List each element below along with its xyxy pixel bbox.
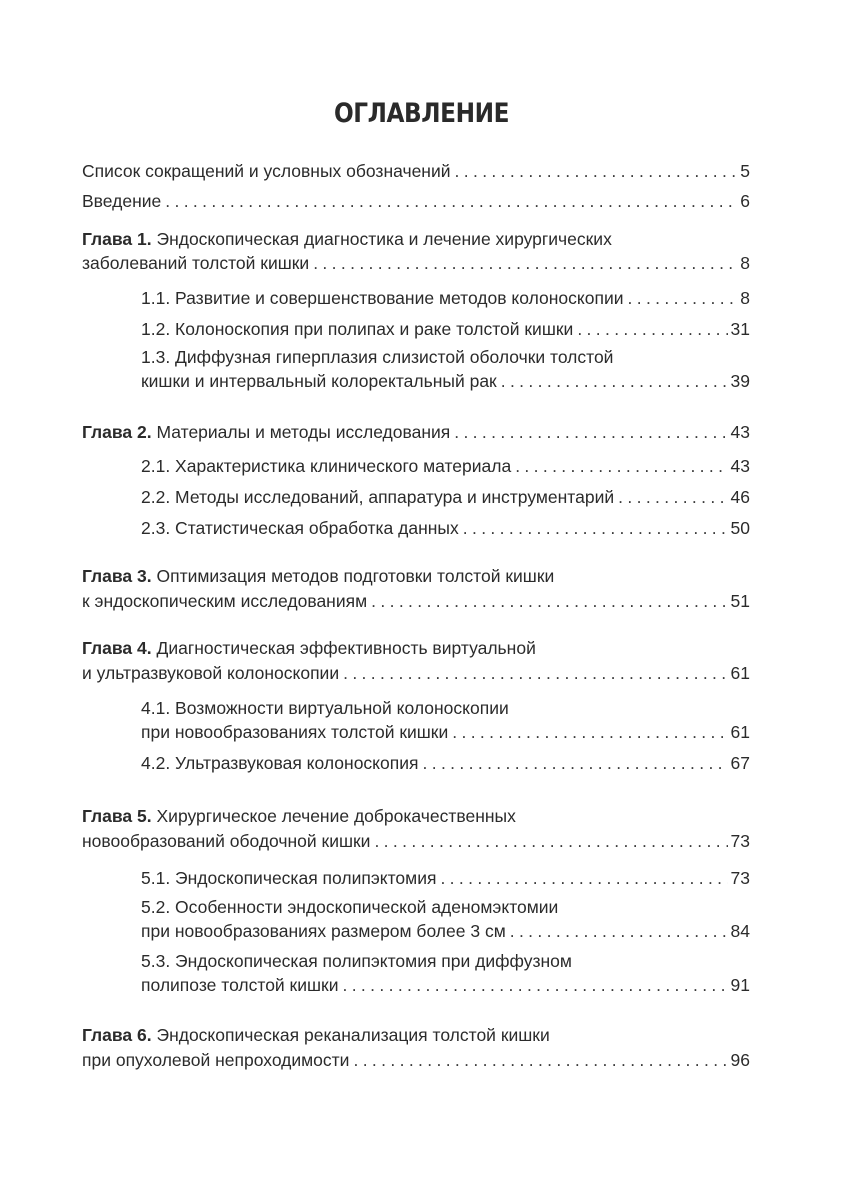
toc-section-5-3[interactable]	[141, 974, 750, 996]
dot-leader	[367, 590, 727, 612]
toc-section-2-2[interactable]	[141, 486, 750, 508]
dot-leader	[573, 318, 727, 340]
toc-chapter-5-heading[interactable]	[82, 805, 750, 827]
toc-section-5-2[interactable]	[141, 920, 750, 942]
toc-entry-text: новообразований ободочной кишки	[82, 831, 371, 851]
toc-entry-introduction[interactable]	[82, 190, 750, 212]
toc-section-1-2[interactable]	[141, 318, 750, 340]
toc-section-2-1[interactable]	[141, 455, 750, 477]
dot-leader	[338, 974, 727, 996]
toc-section-1-3-heading[interactable]	[141, 346, 750, 368]
toc-chapter-3-heading[interactable]	[82, 565, 750, 587]
toc-entry-text: 2.1. Характеристика клинического материала	[141, 456, 512, 476]
toc-page-number: 39	[728, 370, 750, 392]
toc-page-number: 8	[737, 252, 750, 274]
toc-entry-text: 1.1. Развитие и совершенствование методов колоноскопии	[141, 288, 624, 308]
toc-entry-abbreviations[interactable]	[82, 160, 750, 182]
toc-page-number: 51	[728, 590, 750, 612]
toc-entry-text: кишки и интервальный колоректальный рак	[141, 371, 497, 391]
toc-chapter-6[interactable]	[82, 1049, 750, 1071]
dot-leader	[459, 517, 728, 539]
dot-leader	[614, 486, 727, 508]
toc-chapter-4[interactable]	[82, 662, 750, 684]
toc-page-number: 46	[728, 486, 750, 508]
dot-leader	[349, 1049, 727, 1071]
toc-entry-text: 5.1. Эндоскопическая полипэктомия	[141, 868, 437, 888]
dot-leader	[624, 287, 738, 309]
toc-entry-text: Эндоскопическая реканализация толстой кишки	[156, 1025, 550, 1045]
toc-page-number: 6	[737, 190, 750, 212]
dot-leader	[161, 190, 737, 212]
toc-page-number: 67	[728, 752, 750, 774]
dot-leader	[370, 830, 727, 852]
toc-section-4-1-heading[interactable]	[141, 697, 750, 719]
toc-entry-text: 5.3. Эндоскопическая полипэктомия при диффузном	[141, 951, 572, 971]
toc-page-number: 31	[728, 318, 750, 340]
toc-entry-text: при опухолевой непроходимости	[82, 1050, 350, 1070]
toc-section-5-1[interactable]	[141, 867, 750, 889]
toc-chapter-6-heading[interactable]	[82, 1024, 750, 1046]
toc-section-2-3[interactable]	[141, 517, 750, 539]
dot-leader	[506, 920, 728, 942]
dot-leader	[497, 370, 728, 392]
chapter-label: Глава 2.	[82, 422, 152, 442]
toc-entry-text: Эндоскопическая диагностика и лечение хирургических	[156, 229, 612, 249]
toc-section-1-1[interactable]	[141, 287, 750, 309]
toc-section-5-2-heading[interactable]	[141, 896, 750, 918]
toc-entry-text: 5.2. Особенности эндоскопической аденомэктомии	[141, 897, 559, 917]
dot-leader	[450, 421, 727, 443]
chapter-label: Глава 5.	[82, 806, 152, 826]
toc-entry-text: и ультразвуковой колоноскопии	[82, 663, 340, 683]
toc-entry-text: 2.2. Методы исследований, аппаратура и инструментарий	[141, 487, 615, 507]
toc-entry-text: при новообразованиях размером более 3 см	[141, 921, 506, 941]
toc-section-4-2[interactable]	[141, 752, 750, 774]
toc-entry-text: Материалы и методы исследования	[156, 422, 451, 442]
toc-entry-text: Диагностическая эффективность виртуальной	[156, 638, 536, 658]
dot-leader	[436, 867, 727, 889]
toc-page-number: 61	[728, 662, 750, 684]
toc-entry-text: 2.3. Статистическая обработка данных	[141, 518, 459, 538]
toc-page-number: 73	[728, 867, 750, 889]
toc-page-number: 8	[737, 287, 750, 309]
toc-entry-text: Оптимизация методов подготовки толстой кишки	[156, 566, 555, 586]
toc-entry-text: полипозе толстой кишки	[141, 975, 339, 995]
toc-entry-text: при новообразованиях толстой кишки	[141, 722, 449, 742]
dot-leader	[451, 160, 738, 182]
toc-entry-text: 1.3. Диффузная гиперплазия слизистой оболочки толстой	[141, 347, 614, 367]
toc-page-number: 5	[737, 160, 750, 182]
chapter-label: Глава 4.	[82, 638, 152, 658]
toc-page-number: 73	[728, 830, 750, 852]
toc-page-number: 61	[728, 721, 750, 743]
chapter-label: Глава 1.	[82, 229, 152, 249]
toc-entry-text: к эндоскопическим исследованиям	[82, 591, 368, 611]
toc-entry-text: заболеваний толстой кишки	[82, 253, 310, 273]
dot-leader	[448, 721, 727, 743]
toc-chapter-2[interactable]	[82, 421, 750, 443]
toc-chapter-4-heading[interactable]	[82, 637, 750, 659]
toc-section-5-3-heading[interactable]	[141, 950, 750, 972]
toc-page-number: 91	[728, 974, 750, 996]
toc-entry-text: 4.2. Ультразвуковая колоноскопия	[141, 753, 419, 773]
toc-page-number: 50	[728, 517, 750, 539]
toc-entry-text: 1.2. Колоноскопия при полипах и раке толстой кишки	[141, 319, 574, 339]
toc-page-number: 43	[728, 455, 750, 477]
chapter-label: Глава 6.	[82, 1025, 152, 1045]
toc-section-1-3[interactable]	[141, 370, 750, 392]
dot-leader	[309, 252, 737, 274]
toc-chapter-1-heading[interactable]	[82, 228, 750, 250]
dot-leader	[339, 662, 727, 684]
toc-entry-text: Хирургическое лечение доброкачественных	[156, 806, 516, 826]
toc-chapter-1[interactable]	[82, 252, 750, 274]
toc-page-number: 96	[728, 1049, 750, 1071]
toc-page-number: 43	[728, 421, 750, 443]
dot-leader	[511, 455, 727, 477]
toc-page-number: 84	[728, 920, 750, 942]
dot-leader	[419, 752, 728, 774]
toc-entry-text: Введение	[82, 191, 162, 211]
toc-chapter-3[interactable]	[82, 590, 750, 612]
page-title: ОГЛАВЛЕНИЕ	[333, 98, 510, 129]
toc-entry-text: Список сокращений и условных обозначений	[82, 161, 451, 181]
toc-chapter-5[interactable]	[82, 830, 750, 852]
chapter-label: Глава 3.	[82, 566, 152, 586]
toc-entry-text: 4.1. Возможности виртуальной колоноскопии	[141, 698, 509, 718]
toc-section-4-1[interactable]	[141, 721, 750, 743]
